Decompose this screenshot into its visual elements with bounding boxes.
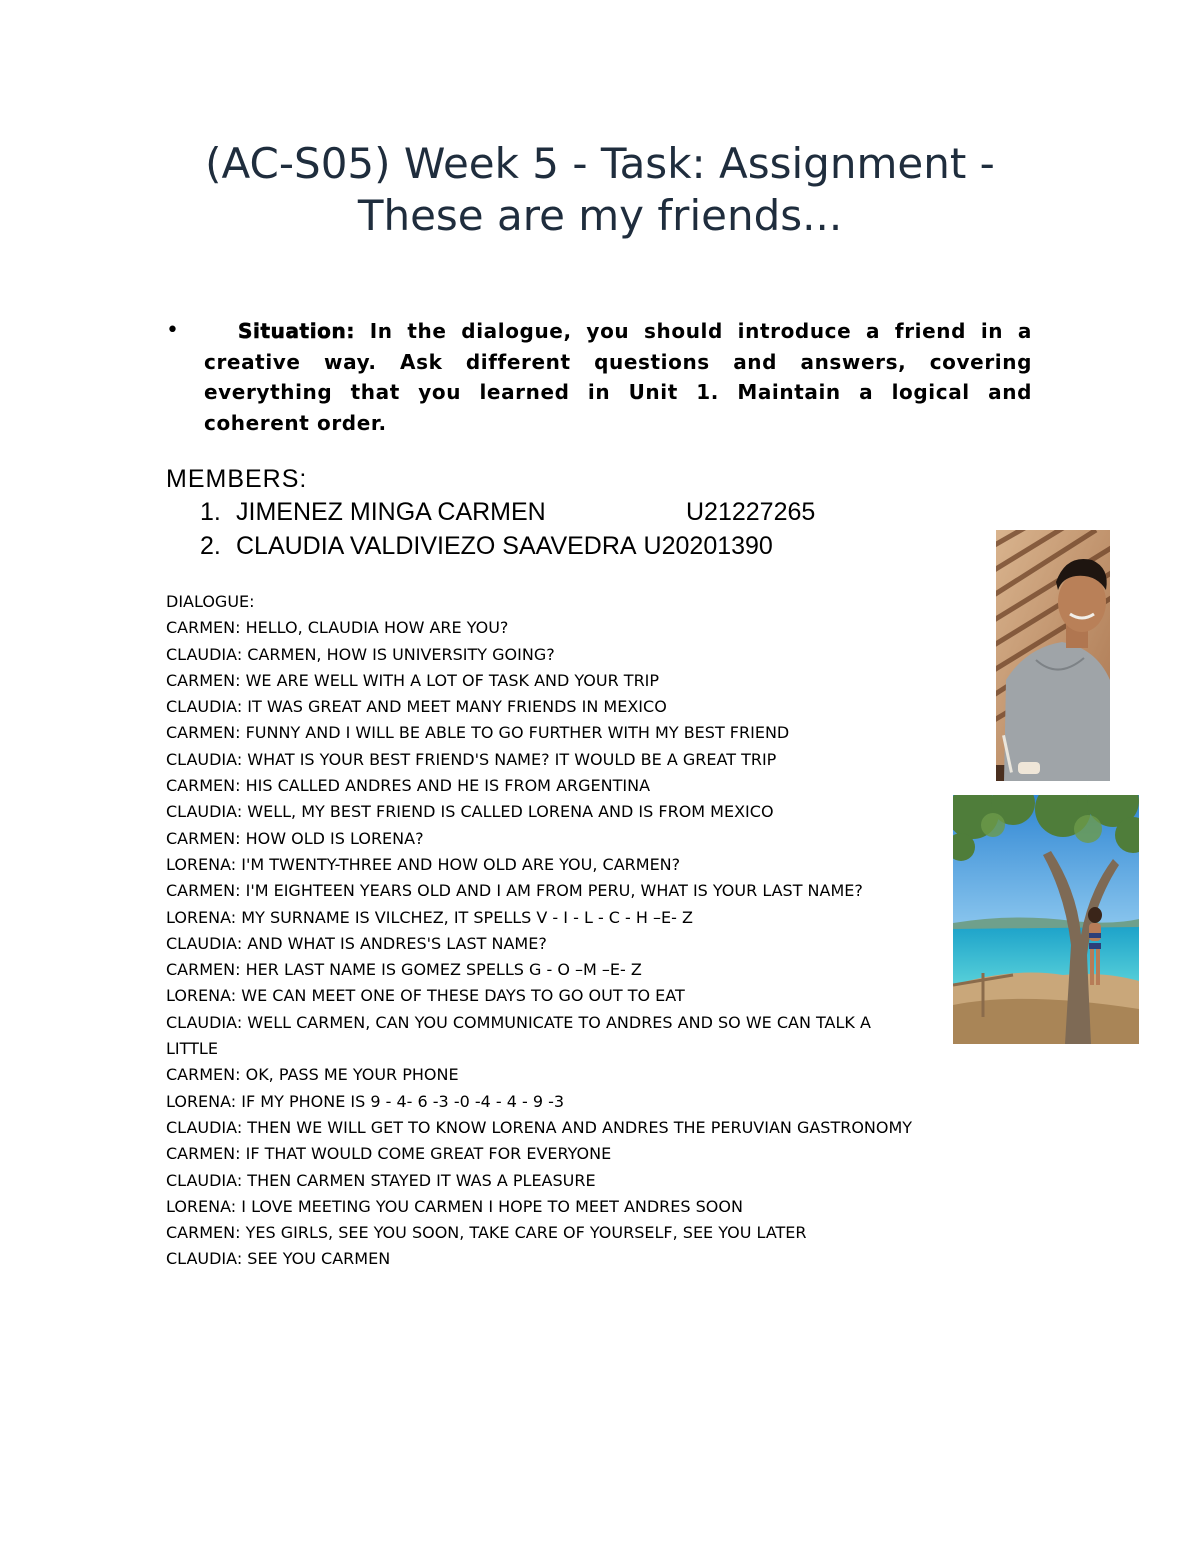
beach-photo xyxy=(953,795,1139,1044)
member-name: CLAUDIA VALDIVIEZO SAAVEDRA xyxy=(236,532,637,560)
member-row xyxy=(200,495,815,529)
dialogue-line: CLAUDIA: CARMEN, HOW IS UNIVERSITY GOING? xyxy=(166,644,555,664)
title-line-1: (AC-S05) Week 5 - Task: Assignment - xyxy=(205,139,995,188)
title-line-2: These are my friends... xyxy=(357,191,843,240)
dialogue-line: CLAUDIA: THEN CARMEN STAYED IT WAS A PLEASURE xyxy=(166,1170,596,1190)
dialogue-line: CLAUDIA: WHAT IS YOUR BEST FRIEND'S NAME? IT WOULD BE A GREAT TRIP xyxy=(166,749,777,769)
dialogue-line: LORENA: I LOVE MEETING YOU CARMEN I HOPE TO MEET ANDRES SOON xyxy=(166,1196,743,1216)
member-code: U20201390 xyxy=(643,532,773,560)
dialogue-line: CARMEN: FUNNY AND I WILL BE ABLE TO GO FURTHER WITH MY BEST FRIEND xyxy=(166,723,790,743)
situation-paragraph xyxy=(204,316,1032,438)
member-name: JIMENEZ MINGA CARMEN xyxy=(236,498,546,526)
dialogue-line: CARMEN: IF THAT WOULD COME GREAT FOR EVERYONE xyxy=(166,1144,612,1164)
dialogue-line: LORENA: IF MY PHONE IS 9 - 4- 6 -3 -0 -4 - 4 - 9 -3 xyxy=(166,1091,565,1111)
situation-label: Situation: xyxy=(238,319,355,343)
dialogue-line: CARMEN: HER LAST NAME IS GOMEZ SPELLS G - O –M –E- Z xyxy=(166,960,642,980)
member-number: 2. xyxy=(200,532,221,560)
dialogue-line: CLAUDIA: WELL CARMEN, CAN YOU COMMUNICATE TO ANDRES AND SO WE CAN TALK A LITTLE xyxy=(166,1012,871,1059)
dialogue-line: CARMEN: HIS CALLED ANDRES AND HE IS FROM ARGENTINA xyxy=(166,776,651,796)
bullet-icon: • xyxy=(166,318,179,343)
member-number: 1. xyxy=(200,498,221,526)
members-section xyxy=(166,463,815,563)
dialogue-line: CLAUDIA: AND WHAT IS ANDRES'S LAST NAME? xyxy=(166,933,547,953)
dialogue-section xyxy=(166,589,996,1273)
dialogue-line: CARMEN: HELLO, CLAUDIA HOW ARE YOU? xyxy=(166,618,509,638)
member-code: U21227265 xyxy=(686,498,816,526)
dialogue-line: CARMEN: OK, PASS ME YOUR PHONE xyxy=(166,1065,459,1085)
dialogue-line: LORENA: MY SURNAME IS VILCHEZ, IT SPELLS V - I - L - C - H –E- Z xyxy=(166,907,693,927)
dialogue-line: LORENA: I'M TWENTY-THREE AND HOW OLD ARE YOU, CARMEN? xyxy=(166,854,681,874)
members-heading: MEMBERS: xyxy=(166,465,308,493)
dialogue-heading: DIALOGUE: xyxy=(166,592,255,611)
dialogue-line: CLAUDIA: SEE YOU CARMEN xyxy=(166,1249,391,1269)
dialogue-line: CARMEN: WE ARE WELL WITH A LOT OF TASK AND YOUR TRIP xyxy=(166,670,660,690)
page-title xyxy=(0,138,1200,242)
dialogue-line: LORENA: WE CAN MEET ONE OF THESE DAYS TO GO OUT TO EAT xyxy=(166,986,685,1006)
dialogue-line: CARMEN: I'M EIGHTEEN YEARS OLD AND I AM FROM PERU, WHAT IS YOUR LAST NAME? xyxy=(166,881,863,901)
situation-text: In the dialogue, you should introduce a friend in a creative way. Ask different questions and answers, covering everything that you learned in Unit 1. Maintain a logical and coherent order. xyxy=(204,319,1032,435)
member-row xyxy=(200,529,815,563)
dialogue-line: CLAUDIA: WELL, MY BEST FRIEND IS CALLED LORENA AND IS FROM MEXICO xyxy=(166,802,774,822)
dialogue-line: CLAUDIA: IT WAS GREAT AND MEET MANY FRIENDS IN MEXICO xyxy=(166,697,667,717)
dialogue-line: CLAUDIA: THEN WE WILL GET TO KNOW LORENA AND ANDRES THE PERUVIAN GASTRONOMY xyxy=(166,1117,913,1137)
situation-block xyxy=(166,316,1032,438)
dialogue-line: CARMEN: HOW OLD IS LORENA? xyxy=(166,828,424,848)
selfie-photo xyxy=(996,530,1110,781)
dialogue-line: CARMEN: YES GIRLS, SEE YOU SOON, TAKE CARE OF YOURSELF, SEE YOU LATER xyxy=(166,1223,807,1243)
